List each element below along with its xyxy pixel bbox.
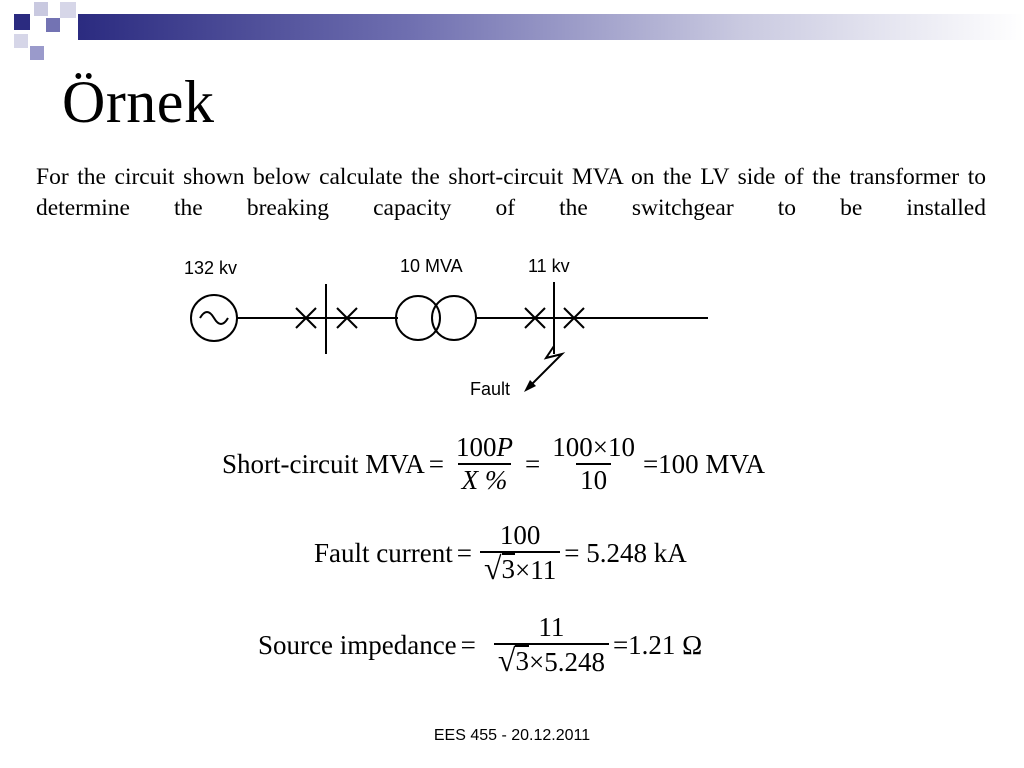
eq2-sqrt: √ 3 <box>483 550 516 586</box>
eq1-result: =100 MVA <box>642 448 765 479</box>
header-square-mid <box>46 18 60 32</box>
eq1-frac1-denominator: X % <box>458 463 512 496</box>
eq3-equals: = <box>460 629 476 660</box>
eq1-frac2-numerator: 100×10 <box>552 432 635 462</box>
equation-source-impedance <box>258 612 702 678</box>
header-square-dark <box>14 14 30 30</box>
eq3-denominator: √ 3 ×5.248 <box>494 643 609 678</box>
generator-sine <box>200 312 228 324</box>
circuit-diagram <box>170 250 730 410</box>
eq1-equals: = <box>428 448 444 479</box>
header-square-light <box>60 2 76 18</box>
problem-statement: For the circuit shown below calculate the short-circuit MVA on the LV side of the transformer to determine the breaking capacity of the switchgear to be installed <box>36 164 986 221</box>
transformer-winding-primary <box>396 296 440 340</box>
transformer-winding-secondary <box>432 296 476 340</box>
slide-footer: EES 455 - 20.12.2011 <box>433 727 591 744</box>
fault-zigzag <box>530 346 562 386</box>
equation-fault-current <box>314 520 687 586</box>
eq1-frac1-numerator: 100P <box>455 432 513 462</box>
eq1-equals-2: = <box>524 448 541 479</box>
eq1-fraction-2 <box>548 432 639 496</box>
eq3-fraction <box>494 612 609 678</box>
eq2-result: = 5.248 kA <box>564 537 687 568</box>
header-square-mid <box>30 46 44 60</box>
header-gradient-bar <box>78 14 1024 40</box>
eq2-equals: = <box>456 537 472 568</box>
eq2-numerator: 100 <box>499 520 541 550</box>
eq2-fraction <box>480 520 560 586</box>
eq3-label: Source impedance <box>258 629 457 660</box>
eq1-label: Short-circuit MVA <box>222 448 425 479</box>
eq1-frac2-denominator: 10 <box>576 463 611 496</box>
header-square-light <box>34 2 48 16</box>
eq2-denominator: √ 3 ×11 <box>480 551 560 586</box>
eq2-label: Fault current <box>314 537 453 568</box>
header-square-light <box>14 34 28 48</box>
slide-title: Örnek <box>62 69 215 135</box>
eq3-result: =1.21 Ω <box>612 629 703 660</box>
label-source-voltage: 132 kv <box>184 258 238 278</box>
label-fault: Fault <box>470 379 511 399</box>
eq3-numerator: 11 <box>538 612 565 642</box>
label-lv-voltage: 11 kv <box>528 256 570 276</box>
equation-short-circuit-mva <box>222 432 765 496</box>
eq3-sqrt: √ 3 <box>497 642 529 678</box>
label-transformer-rating: 10 MVA <box>400 256 463 276</box>
eq1-fraction-1 <box>452 432 517 496</box>
